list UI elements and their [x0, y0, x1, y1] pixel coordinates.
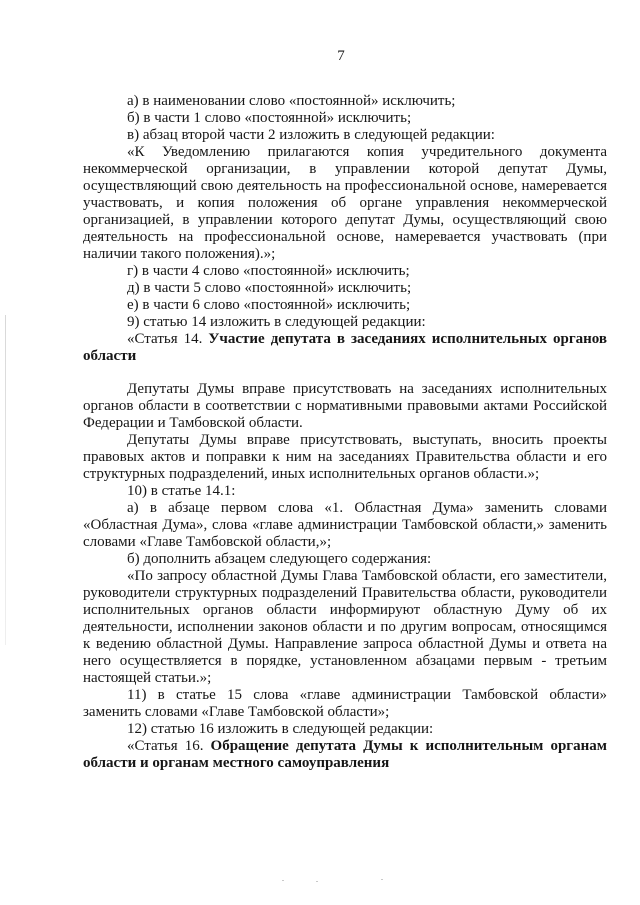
- scan-specks: [260, 878, 410, 884]
- paragraph-item-a: а) в наименовании слово «постоянной» исключить;: [127, 93, 456, 109]
- paragraph-item-b: б) в части 1 слово «постоянной» исключить;: [127, 110, 412, 126]
- paragraph-item-g: г) в части 4 слово «постоянной» исключить;: [127, 263, 410, 279]
- article-14-title: Участие депутата в заседаниях исполнительных органов области: [83, 331, 607, 364]
- paragraph-point-10-a: а) в абзаце первом слова «1. Областная Дума» заменить словами «Областная Дума», слова «главе администрации Тамбовской области,» заменить словами «Главе Тамбовской области,»;: [83, 500, 607, 550]
- paragraph-deputies-speak: Депутаты Думы вправе присутствовать, выступать, вносить проекты правовых актов и поправки к ним на заседаниях Правительства области и его структурных подразделений, иных исполнительных органов области.»;: [83, 432, 607, 482]
- paragraph-point-10-b: б) дополнить абзацем следующего содержания:: [127, 551, 432, 567]
- paragraph-item-d: д) в части 5 слово «постоянной» исключить;: [127, 280, 412, 296]
- article-16-title: Обращение депутата Думы к исполнительным органам области и органам местного самоуправления: [83, 738, 607, 771]
- paragraph-item-e: е) в части 6 слово «постоянной» исключить;: [127, 297, 411, 313]
- scan-speck: [316, 881, 318, 882]
- paragraph-request-quote: «По запросу областной Думы Глава Тамбовской области, его заместители, руководители структурных подразделений Правительства области, руководители исполнительных органов области информируют областную Думу об их деятельности, исполнении законов области и по другим вопросам, относящимся к ведению областной Думы. Направление запроса областной Думы и ответа на него осуществляется в порядке, установленном абзацами первым - третьим настоящей статьи.»;: [83, 568, 607, 686]
- scan-edge-mark: [5, 315, 6, 645]
- article-14-prefix: «Статья 14.: [127, 331, 209, 347]
- paragraph-point-10: 10) в статье 14.1:: [127, 483, 236, 499]
- article-14-heading: [83, 331, 607, 365]
- page-number: 7: [337, 48, 345, 64]
- paragraph-point-9: 9) статью 14 изложить в следующей редакции:: [127, 314, 426, 330]
- scan-speck: [282, 880, 284, 881]
- article-16-heading: [83, 738, 607, 772]
- paragraph-deputies-attend: Депутаты Думы вправе присутствовать на заседаниях исполнительных органов области в соответствии с нормативными правовыми актами Российской Федерации и Тамбовской области.: [83, 381, 607, 431]
- scan-speck: [381, 879, 383, 880]
- paragraph-point-11: 11) в статье 15 слова «главе администрации Тамбовской области» заменить словами «Главе Тамбовской области»;: [83, 687, 607, 720]
- paragraph-item-v: в) абзац второй части 2 изложить в следующей редакции:: [127, 127, 495, 143]
- paragraph-quoted-notice: «К Уведомлению прилагаются копия учредительного документа некоммерческой организации, в управлении которой депутат Думы, осуществляющий свою деятельность на профессиональной основе, намеревается участвовать, и копия положения об органе управления некоммерческой организацией, в управлении которого депутат Думы, осуществляющий свою деятельность на профессиональной основе, намеревается участвовать (при наличии такого положения).»;: [83, 144, 607, 262]
- article-16-prefix: «Статья 16.: [127, 738, 211, 754]
- blank-line: [83, 365, 607, 381]
- document-body: [83, 93, 607, 772]
- paragraph-point-12: 12) статью 16 изложить в следующей редакции:: [127, 721, 434, 737]
